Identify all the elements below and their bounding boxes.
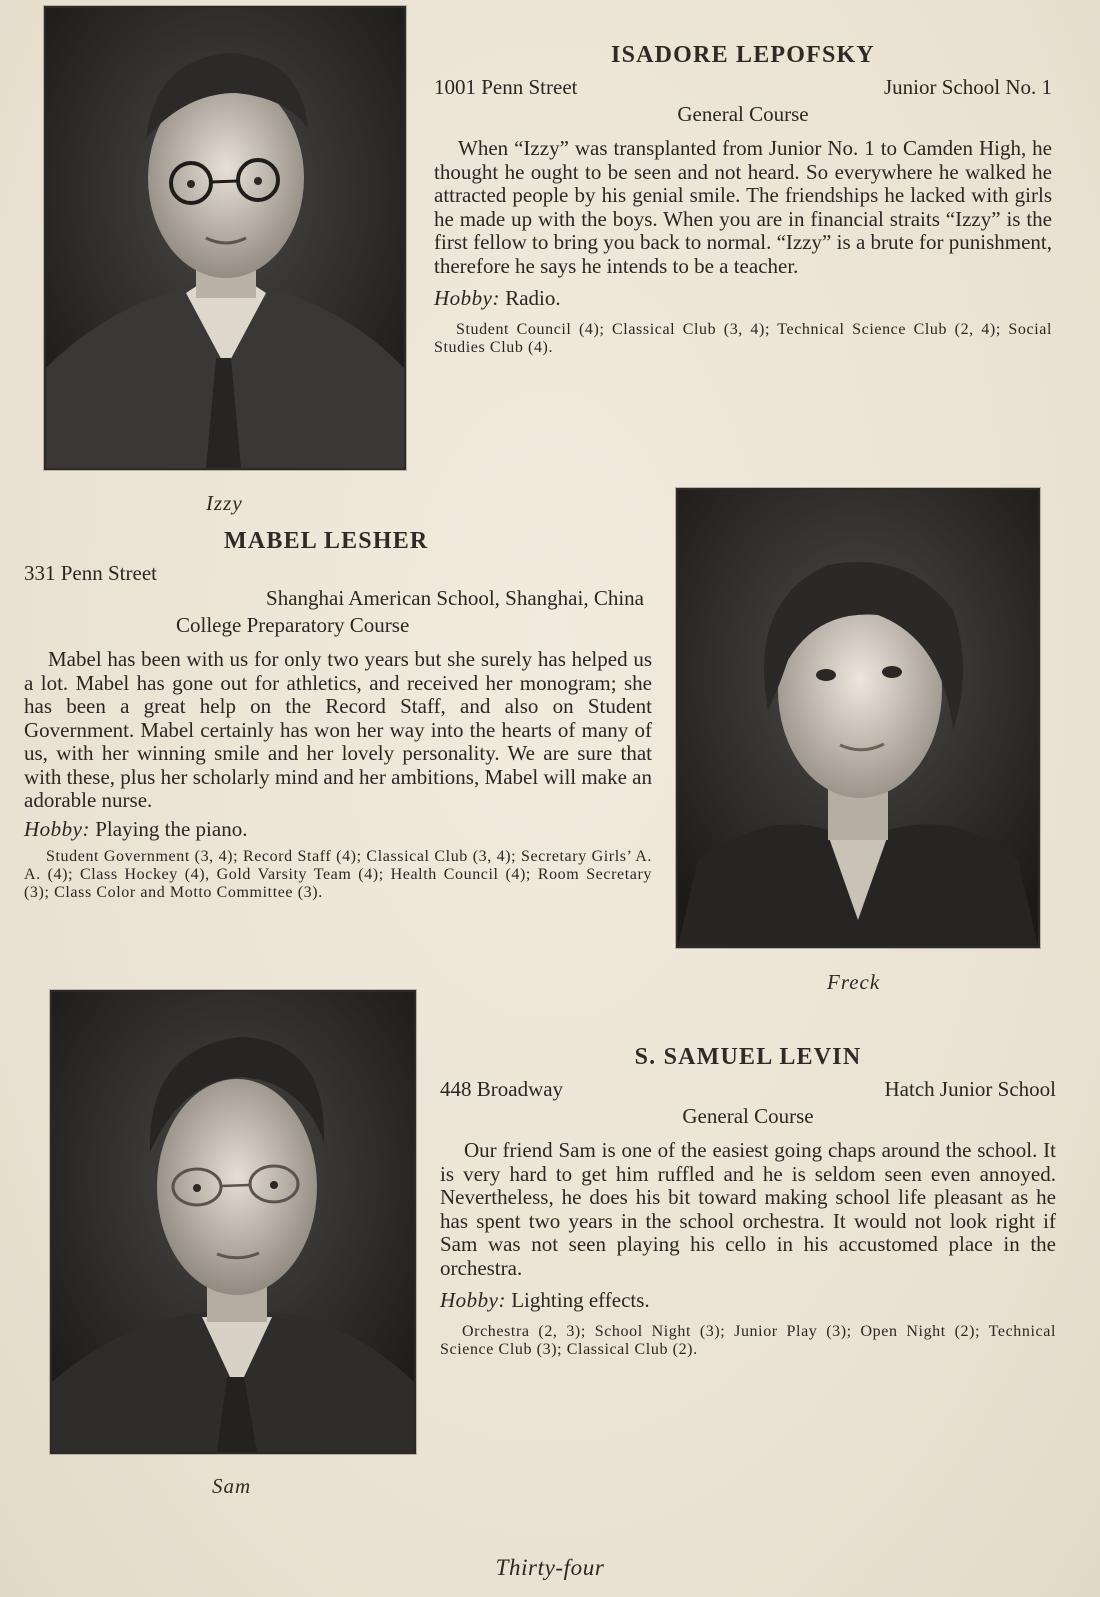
previous-school: Hatch Junior School	[884, 1077, 1056, 1101]
student-entry-lepofsky	[434, 42, 1052, 357]
address-row	[434, 75, 1052, 100]
nickname-freck: Freck	[827, 970, 881, 994]
home-address: 331 Penn Street	[24, 561, 157, 585]
hobby-value: Radio.	[505, 286, 561, 310]
activities: Student Council (4); Classical Club (3, 4); Technical Science Club (2, 4); Social Studies Club (4).	[434, 321, 1052, 356]
hobby-value: Playing the piano.	[95, 816, 248, 841]
previous-school: Shanghai American School, Shanghai, China	[266, 586, 644, 610]
home-address: 448 Broadway	[440, 1077, 564, 1101]
page-number: Thirty-four	[495, 1555, 605, 1580]
hobby-label: Hobby:	[440, 1288, 506, 1312]
portrait-photo-freck	[676, 488, 1040, 948]
hobby-value: Lighting effects.	[511, 1288, 650, 1312]
previous-school: Junior School No. 1	[884, 75, 1052, 99]
activities: Orchestra (2, 3); School Night (3); Junior Play (3); Open Night (2); Technical Science Club (3); Classical Club (2).	[440, 1323, 1056, 1358]
hobby-label: Hobby:	[24, 816, 90, 841]
nickname-sam: Sam	[212, 1474, 252, 1498]
biography: Mabel has been with us for only two years but she surely has helped us a lot. Mabel has gone out for athletics, and received her monogram; she has been a great help on the Record Staff, and also on Student Government. Mabel certainly has won her way into the hearts of many of us, with her winning smile and her lovely personality. We are sure that with these, plus her scholarly mind and her ambitions, Mabel will make an adorable nurse.	[24, 647, 652, 812]
biography: Our friend Sam is one of the easiest going chaps around the school. It is very hard to get him ruffled and he is seldom seen even annoyed. Nevertheless, he does his bit toward making school life pleasant as he has spent two years in the school orchestra. It would not look right if Sam was not seen playing his cello in his accustomed place in the orchestra.	[440, 1138, 1056, 1280]
hobby-line	[440, 1288, 1056, 1313]
portrait-photo-sam	[50, 990, 416, 1454]
nickname-izzy: Izzy	[206, 491, 243, 515]
student-name: ISADORE LEPOFSKY	[611, 42, 875, 68]
course-of-study: General Course	[682, 1104, 814, 1128]
activities: Student Government (3, 4); Record Staff (4); Classical Club (3, 4); Secretary Girls’ A. A. (4); Class Hockey (4), Gold Varsity Team (4); Health Council (4); Room Secretary (3); Class Color and Motto Committee (3).	[24, 847, 652, 901]
student-entry-levin	[440, 1044, 1056, 1359]
course-of-study: College Preparatory Course	[176, 613, 410, 637]
address-row	[440, 1077, 1056, 1102]
student-name: S. SAMUEL LEVIN	[634, 1044, 862, 1070]
home-address: 1001 Penn Street	[434, 75, 578, 99]
portrait-photo-izzy	[44, 6, 406, 470]
hobby-line	[434, 286, 1052, 311]
hobby-line	[24, 817, 652, 842]
course-of-study: General Course	[677, 102, 809, 126]
student-name: MABEL LESHER	[224, 528, 429, 554]
hobby-label: Hobby:	[434, 286, 500, 310]
student-entry-lesher	[24, 528, 652, 902]
biography: When “Izzy” was transplanted from Junior No. 1 to Camden High, he thought he ought to be seen and not heard. So everywhere he walked he attracted people by his genial smile. The friendships he lacked with girls he made up with the boys. When you are in financial straits “Izzy” is the first fellow to bring you back to normal. “Izzy” is a brute for punishment, therefore he says he intends to be a teacher.	[434, 136, 1052, 278]
